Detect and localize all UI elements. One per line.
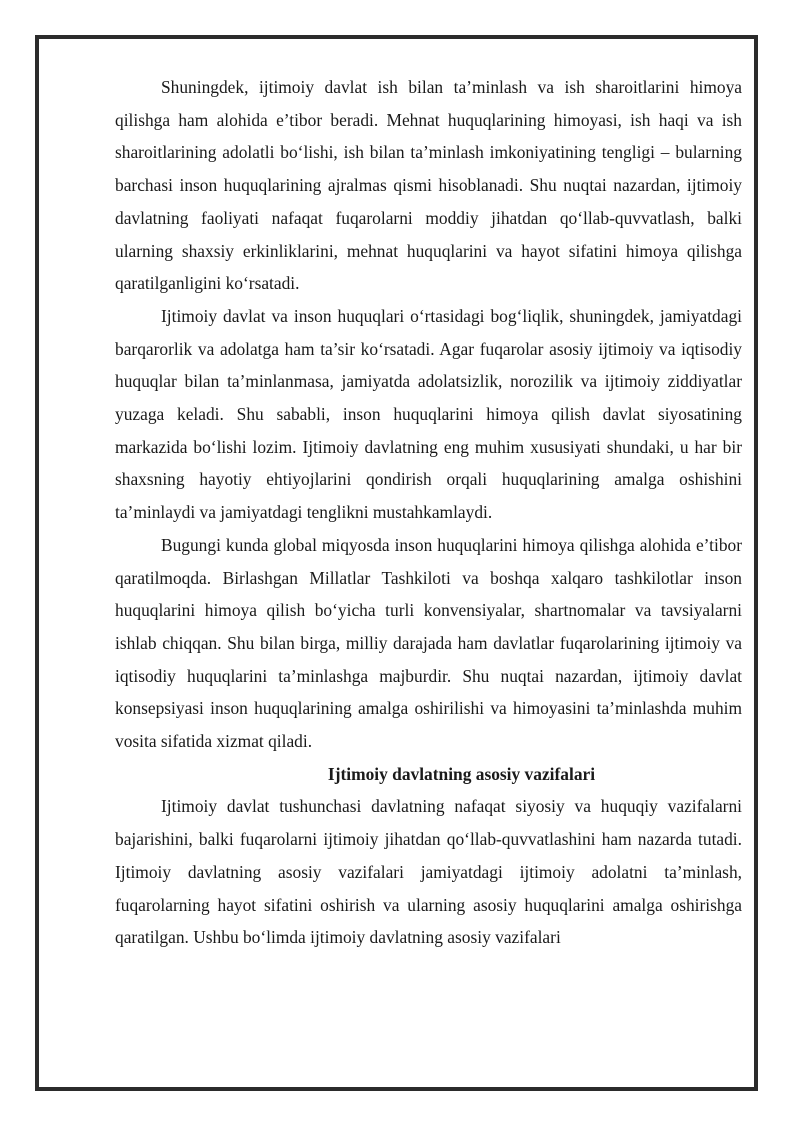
section-heading: Ijtimoiy davlatning asosiy vazifalari [327,763,596,784]
paragraph-2: Ijtimoiy davlat va inson huquqlari o‘rtasidagi bog‘liqlik, shuningdek, jamiyatdagi barqarorlik va adolatga ham ta’sir ko‘rsatadi. Agar fuqarolar asosiy ijtimoiy va iqtisodiy huquqlar bilan ta’minlanmasa, jamiyatda adolatsizlik, norozilik va ijtimoiy ziddiyatlar yuzaga keladi. Shu sababli, inson huquqlarini himoya qilish davlat siyosatining markazida bo‘lishi lozim. Ijtimoiy davlatning eng muhim xususiyati shundaki, u har bir shaxsning hayotiy ehtiyojlarini qondirish orqali huquqlarining amalga oshishini ta’minlaydi va jamiyatdagi tenglikni mustahkamlaydi. [115,305,742,523]
section-paragraph: Ijtimoiy davlat tushunchasi davlatning nafaqat siyosiy va huquqiy vazifalarni bajarishini, balki fuqarolarni ijtimoiy jihatdan qo‘llab-quvvatlashini ham nazarda tutadi. Ijtimoiy davlatning asosiy vazifalari jamiyatdagi ijtimoiy adolatni ta’minlash, fuqarolarning hayot sifatini oshirish va ularning asosiy huquqlarini amalga oshirishga qaratilgan. Ushbu bo‘limda ijtimoiy davlatning asosiy vazifalari [115,796,742,948]
paragraph-1: Shuningdek, ijtimoiy davlat ish bilan ta’minlash va ish sharoitlarini himoya qilishga ham alohida e’tibor beradi. Mehnat huquqlarining himoyasi, ish haqi va ish sharoitlarining adolatli bo‘lishi, ish bilan ta’minlash imkoniyatining tengligi – bularning barchasi inson huquqlarining ajralmas qismi hisoblanadi. Shu nuqtai nazardan, ijtimoiy davlatning faoliyati nafaqat fuqarolarni moddiy jihatdan qo‘llab-quvvatlash, balki ularning shaxsiy erkinliklarini, mehnat huquqlarini va hayot sifatini himoya qilishga qaratilganligini ko‘rsatadi. [115,77,742,294]
paragraph-3: Bugungi kunda global miqyosda inson huquqlarini himoya qilishga alohida e’tibor qaratilmoqda. Birlashgan Millatlar Tashkiloti va boshqa xalqaro tashkilotlar inson huquqlarini himoya qilish bo‘yicha turli konvensiyalar, shartnomalar va tavsiyalarni ishlab chiqqan. Shu bilan birga, milliy darajada ham davlatlar fuqarolarining ijtimoiy va iqtisodiy huquqlarini ta’minlashga majburdir. Shu nuqtai nazardan, ijtimoiy davlat konsepsiyasi inson huquqlarining amalga oshirilishi va himoyasini ta’minlashda muhim vosita sifatida xizmat qiladi. [115,534,742,752]
document-body [115,71,742,954]
